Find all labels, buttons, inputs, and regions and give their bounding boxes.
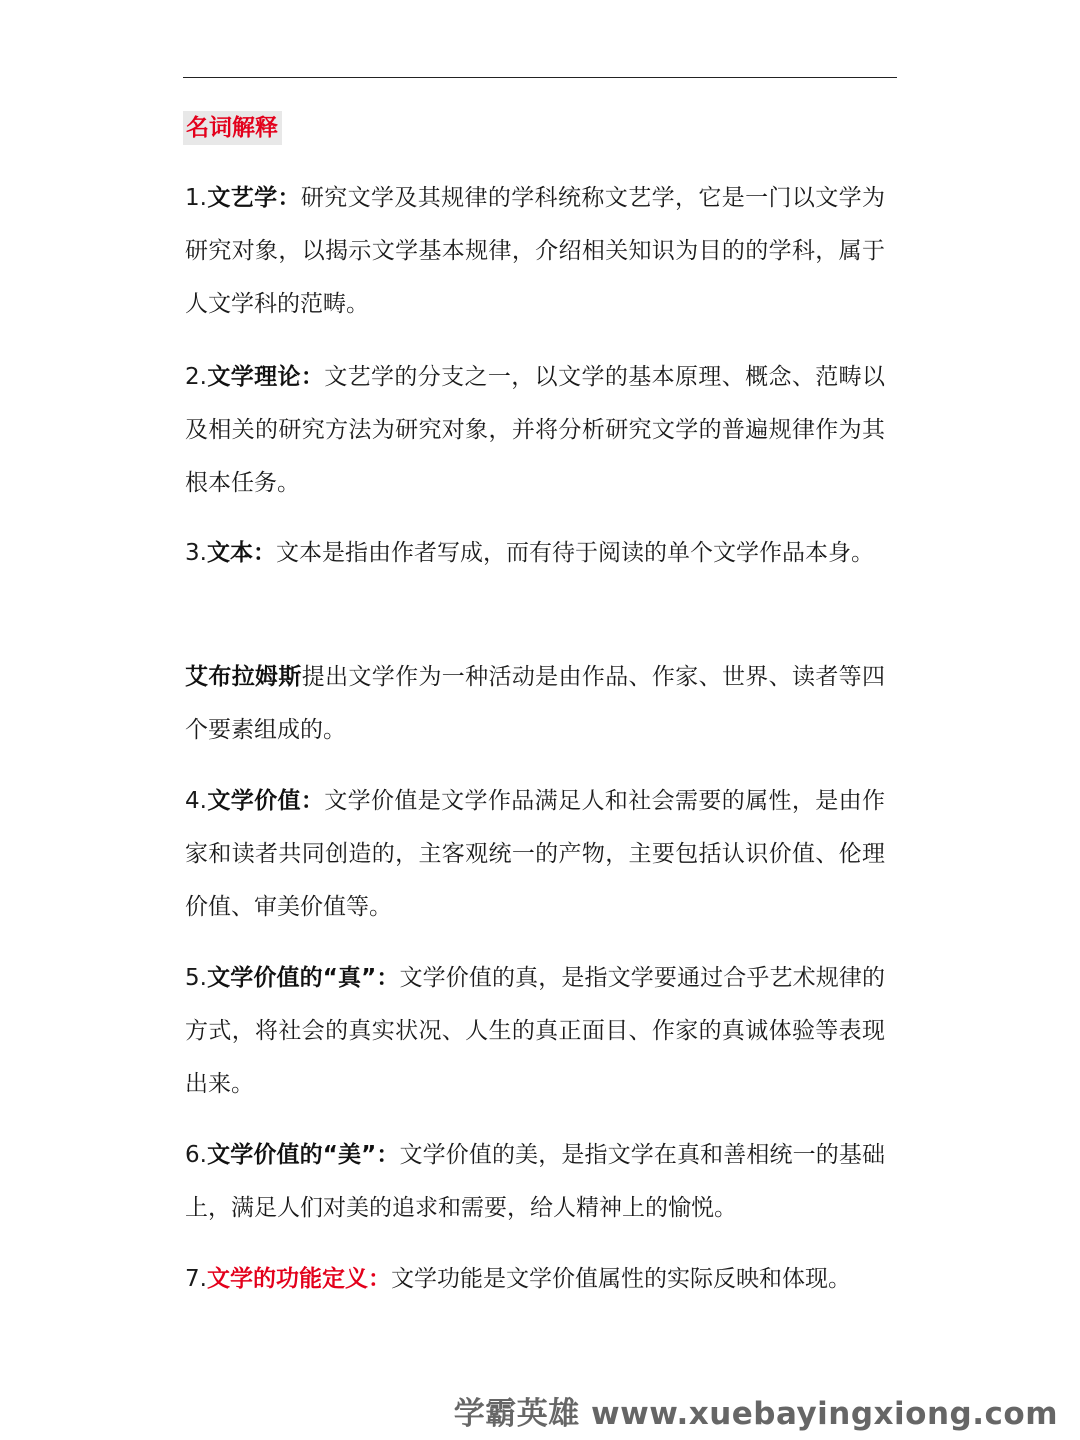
entry-number: 2. bbox=[185, 364, 207, 390]
entry-term: 艾布拉姆斯 bbox=[185, 664, 302, 690]
site-watermark: 学霸英雄 www.xuebayingxiong.com bbox=[453, 1396, 1058, 1432]
entry-body: 文艺学的分支之一，以文学的基本原理、概念、范畴以及相关的研究方法为研究对象，并将分析研究文学的普遍规律作为其根本任务。 bbox=[185, 364, 886, 496]
entry-body: 文学价值的真，是指文学要通过合乎艺术规律的方式，将社会的真实状况、人生的真正面目、作家的真诚体验等表现出来。 bbox=[185, 965, 886, 1097]
entry-number: 3. bbox=[185, 540, 207, 566]
entry-jiazhi-zhen bbox=[185, 952, 885, 1111]
entry-number: 5. bbox=[185, 965, 207, 991]
entry-number: 4. bbox=[185, 788, 207, 814]
entry-term: 文学的功能定义： bbox=[206, 1266, 391, 1292]
entry-body: 提出文学作为一种活动是由作品、作家、世界、读者等四个要素组成的。 bbox=[185, 664, 886, 743]
entry-jiazhi-mei bbox=[185, 1129, 885, 1235]
entry-wenxue-jiazhi bbox=[185, 775, 885, 934]
entry-wenben bbox=[185, 527, 885, 580]
entry-term: 文学价值： bbox=[206, 788, 325, 814]
section-heading: 名词解释 bbox=[183, 111, 282, 145]
entry-term: 文学理论： bbox=[206, 364, 325, 390]
entry-number: 6. bbox=[185, 1142, 207, 1168]
top-divider bbox=[183, 77, 897, 78]
entry-term: 文学价值的“美”： bbox=[206, 1142, 400, 1168]
entry-term: 文艺学： bbox=[206, 185, 301, 211]
entry-wenxue-lilun bbox=[185, 351, 885, 510]
entry-gongneng-dingyi bbox=[185, 1253, 885, 1306]
entry-body: 研究文学及其规律的学科统称文艺学，它是一门以文学为研究对象，以揭示文学基本规律，介绍相关知识为目的的学科，属于人文学科的范畴。 bbox=[185, 185, 886, 317]
entry-number: 7. bbox=[185, 1266, 207, 1292]
entry-number: 1. bbox=[185, 185, 207, 211]
entry-body: 文本是指由作者写成，而有待于阅读的单个文学作品本身。 bbox=[275, 540, 874, 566]
entry-body: 文学价值的美，是指文学在真和善相统一的基础上，满足人们对美的追求和需要，给人精神上的愉悦。 bbox=[185, 1142, 886, 1221]
entry-body: 文学价值是文学作品满足人和社会需要的属性，是由作家和读者共同创造的，主客观统一的产物，主要包括认识价值、伦理价值、审美价值等。 bbox=[185, 788, 886, 920]
entry-body: 文学功能是文学价值属性的实际反映和体现。 bbox=[390, 1266, 851, 1292]
entry-abrams bbox=[185, 651, 885, 757]
entry-term: 文学价值的“真”： bbox=[206, 965, 400, 991]
entry-term: 文本： bbox=[206, 540, 276, 566]
entry-wenyixue bbox=[185, 172, 885, 331]
